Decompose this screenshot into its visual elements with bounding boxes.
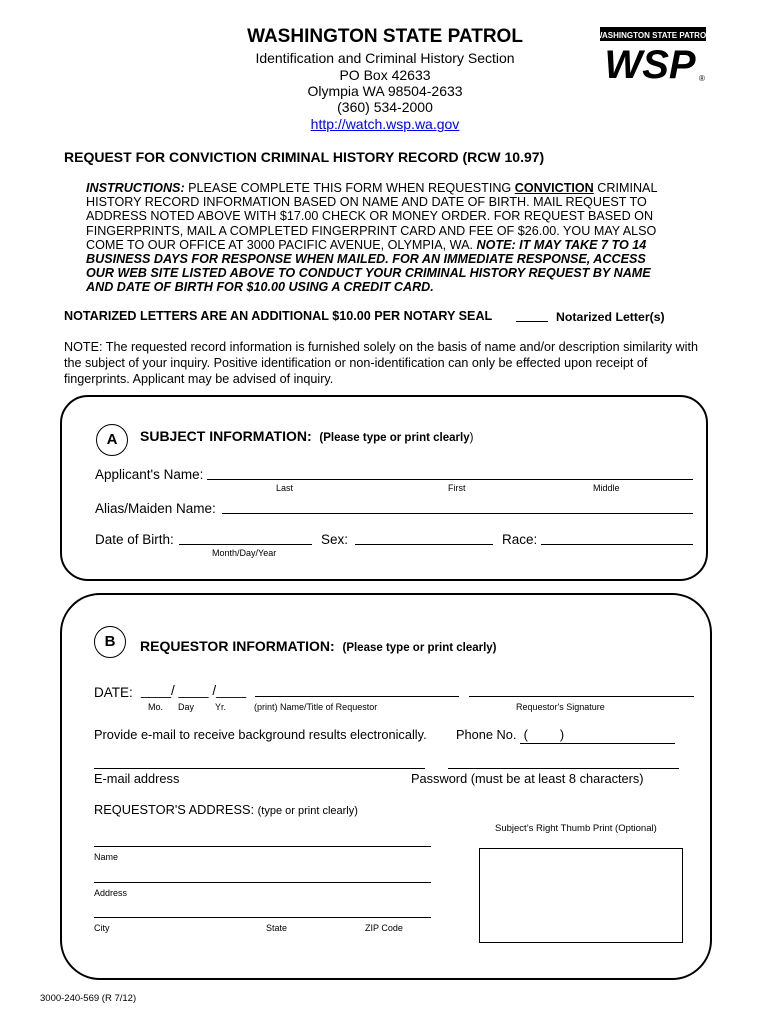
address-heading bbox=[94, 802, 358, 817]
website-link[interactable]: http://watch.wsp.wa.gov bbox=[310, 116, 460, 132]
zip-label: ZIP Code bbox=[365, 923, 403, 933]
section-a-subtitle: (Please type or print clearly bbox=[319, 432, 470, 444]
thumb-print-box bbox=[479, 848, 683, 943]
name-label: Name bbox=[94, 852, 119, 862]
requestor-name-label: (print) Name/Title of Requestor bbox=[254, 702, 378, 712]
section-b-subtitle: (Please type or print clearly) bbox=[342, 642, 497, 654]
address-name-line[interactable] bbox=[94, 846, 431, 847]
website-line bbox=[0, 116, 770, 132]
password-line[interactable] bbox=[448, 768, 679, 769]
requestor-name-line[interactable] bbox=[255, 696, 459, 697]
section-b-title bbox=[140, 638, 497, 654]
month-label: Mo. bbox=[148, 702, 164, 712]
address-hint: (type or print clearly) bbox=[257, 805, 358, 817]
date-label: DATE: bbox=[94, 685, 133, 700]
notary-label: Notarized Letter(s) bbox=[556, 310, 665, 324]
notary-text: NOTARIZED LETTERS ARE AN ADDITIONAL $10.00 PER NOTARY SEAL bbox=[64, 309, 493, 323]
date-blanks[interactable]: ____/ ____ /____ bbox=[141, 683, 247, 698]
last-label: Last bbox=[276, 483, 294, 493]
first-label: First bbox=[448, 483, 466, 493]
section-b-title-text: REQUESTOR INFORMATION: bbox=[140, 638, 335, 654]
section-name: Identification and Criminal History Section bbox=[255, 50, 515, 66]
po-box: PO Box 42633 bbox=[339, 67, 431, 83]
day-label: Day bbox=[178, 702, 195, 712]
address-city-line[interactable] bbox=[94, 917, 431, 918]
email-prompt: Provide e-mail to receive background results electronically. bbox=[94, 727, 427, 742]
instructions bbox=[86, 181, 676, 295]
section-a-title-text: SUBJECT INFORMATION: bbox=[140, 428, 312, 444]
notary-count-blank[interactable] bbox=[516, 310, 548, 322]
instructions-label: INSTRUCTIONS: bbox=[86, 181, 185, 195]
instructions-note: NOTE: IT MAY TAKE 7 TO 14 BUSINESS DAYS FOR RESPONSE WHEN MAILED. FOR AN IMMEDIATE RESPONSE, ACCESS OUR WEB SITE LISTED ABOVE TO CONDUCT YOUR CRIMINAL HISTORY REQUEST BY NAME AND DATE OF BIRTH FOR $10.00 USING A CREDIT CARD. bbox=[86, 237, 651, 295]
signature-label: Requestor's Signature bbox=[516, 702, 605, 712]
address-street-line[interactable] bbox=[94, 882, 431, 883]
race-label: Race: bbox=[502, 532, 538, 547]
instructions-text-1: PLEASE COMPLETE THIS FORM WHEN REQUESTING bbox=[184, 181, 515, 195]
dob-label: Date of Birth: bbox=[95, 532, 174, 547]
alias-line[interactable] bbox=[222, 513, 693, 514]
logo-registered-mark: ® bbox=[699, 74, 705, 83]
note-paragraph: NOTE: The requested record information is furnished solely on the basis of name and/or description similarity with the subject of your inquiry. Positive identification or non-identification can only be effected upon receipt of fingerprints. Applicant may be advised of inquiry. bbox=[64, 340, 698, 386]
applicant-name-label: Applicant's Name: bbox=[95, 467, 204, 482]
sex-line[interactable] bbox=[355, 544, 493, 545]
address-label: REQUESTOR'S ADDRESS: bbox=[94, 802, 255, 817]
wsp-logo bbox=[598, 25, 708, 85]
sex-label: Sex: bbox=[321, 532, 349, 547]
alias-label: Alias/Maiden Name: bbox=[95, 501, 216, 516]
form-number: 3000-240-569 (R 7/12) bbox=[40, 993, 137, 1004]
email-label: E-mail address bbox=[94, 771, 180, 786]
section-a-title bbox=[140, 428, 473, 444]
state-label: State bbox=[266, 923, 288, 933]
password-label: Password (must be at least 8 characters) bbox=[411, 771, 644, 786]
instructions-emphasis: CONVICTION bbox=[514, 181, 594, 195]
agency-title: WASHINGTON STATE PATROL bbox=[247, 26, 523, 47]
phone-label: Phone No. ( ) bbox=[456, 727, 565, 742]
dob-line[interactable] bbox=[179, 544, 312, 545]
request-title: REQUEST FOR CONVICTION CRIMINAL HISTORY RECORD (RCW 10.97) bbox=[64, 149, 545, 165]
year-label: Yr. bbox=[215, 702, 227, 712]
middle-label: Middle bbox=[593, 483, 620, 493]
logo-letters: WSP bbox=[604, 43, 696, 85]
thumb-label: Subject’s Right Thumb Print (Optional) bbox=[495, 823, 657, 834]
logo-text: WASHINGTON STATE PATROL bbox=[598, 31, 708, 40]
signature-line[interactable] bbox=[469, 696, 694, 697]
section-a-circle: A bbox=[96, 424, 128, 456]
city-line: Olympia WA 98504-2633 bbox=[307, 83, 463, 99]
applicant-name-line[interactable] bbox=[207, 479, 693, 480]
email-line[interactable] bbox=[94, 768, 425, 769]
phone-line: (360) 534-2000 bbox=[337, 99, 433, 115]
instructions-text-2: CRIMINAL HISTORY RECORD INFORMATION BASED ON NAME AND DATE OF BIRTH. MAIL REQUEST TO ADDRESS NOTED ABOVE WITH $17.00 CHECK OR MONEY ORDER. FOR REQUEST BASED ON FINGERPRINTS, MAIL A COMPLETED FINGERPRINT CARD AND FEE OF $26.00. YOU MAY ALSO COME TO OUR OFFICE AT 3000 PACIFIC AVENUE, OLYMPIA, WA. bbox=[86, 181, 657, 252]
city-label: City bbox=[94, 923, 110, 933]
dob-hint: Month/Day/Year bbox=[212, 548, 277, 558]
street-label: Address bbox=[94, 888, 128, 898]
race-line[interactable] bbox=[541, 544, 693, 545]
phone-line[interactable] bbox=[520, 743, 675, 744]
section-a-paren: ) bbox=[469, 432, 474, 444]
section-b-circle: B bbox=[94, 626, 126, 658]
